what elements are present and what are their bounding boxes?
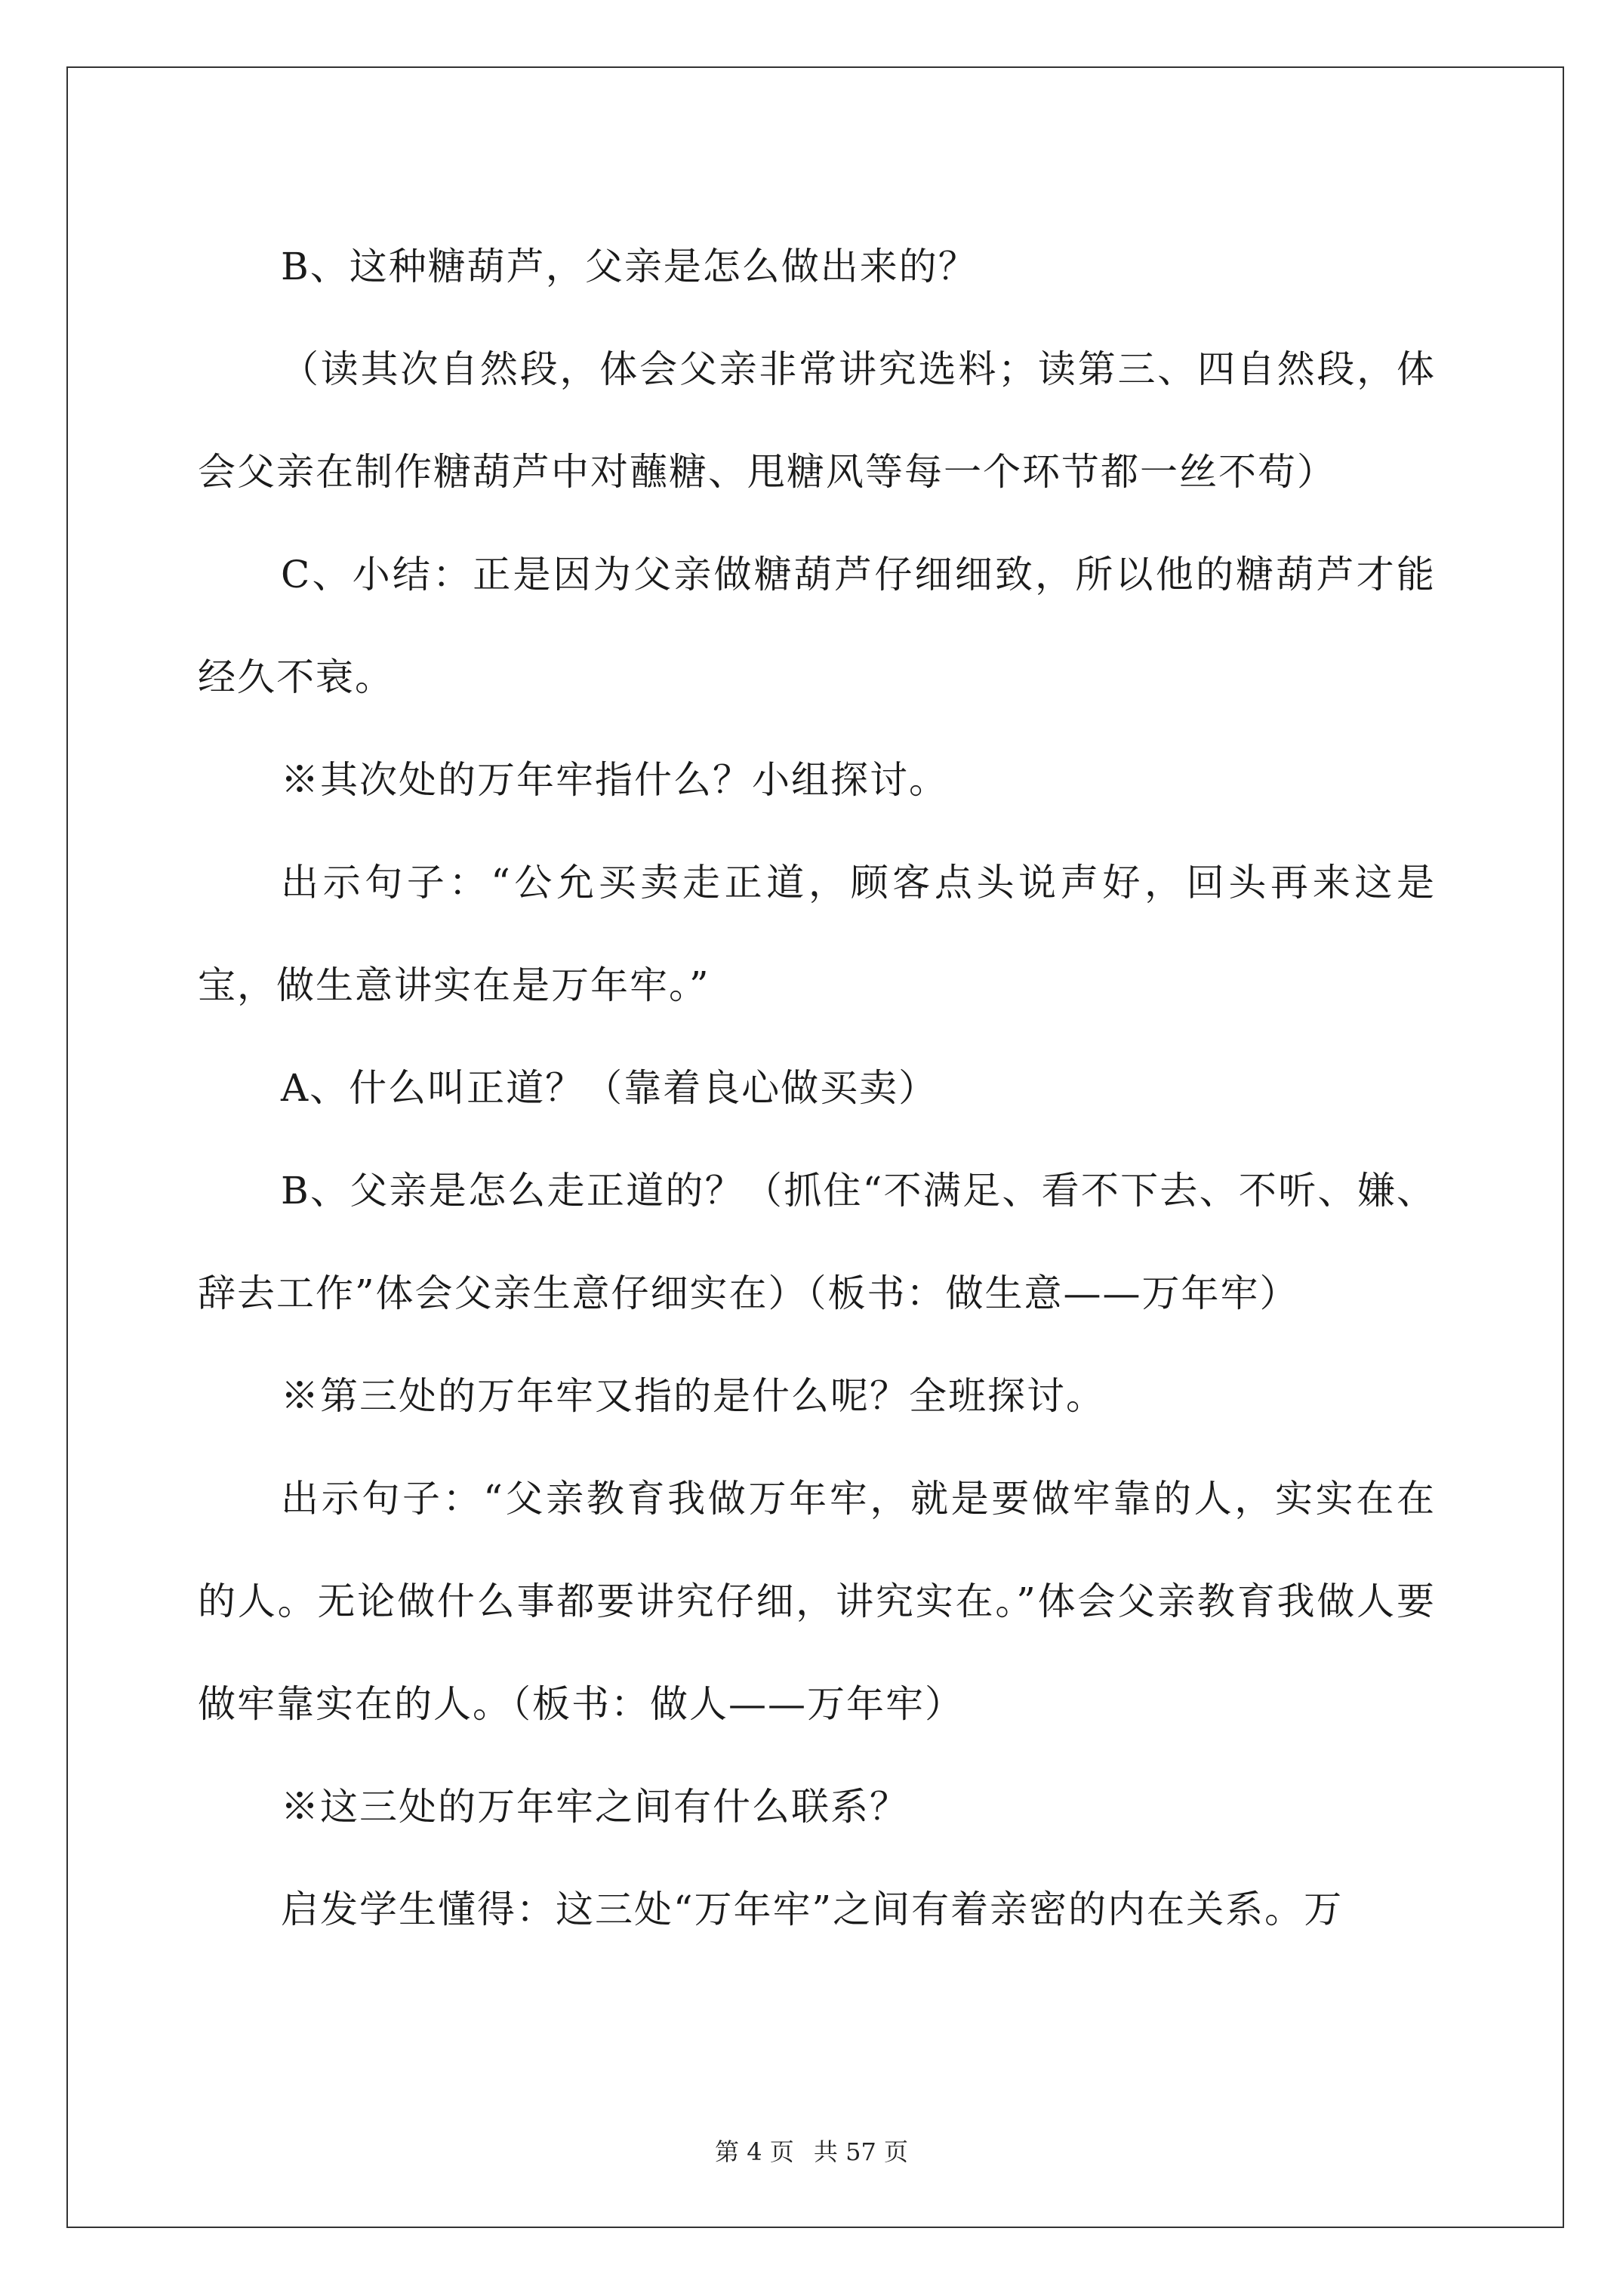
paragraph: 出示句子：“父亲教育我做万年牢，就是要做牢靠的人，实实在在的人。无论做什么事都要讲究仔细，讲究实在。”体会父亲教育我做人要做牢靠实在的人。（板书：做人——万年牢） [198,1477,1436,1726]
paragraph: A、什么叫正道？（靠着良心做买卖） [281,1066,938,1110]
paragraph: B、这种糖葫芦，父亲是怎么做出来的？ [281,245,978,288]
page-number: 第 4 页 [715,2137,794,2166]
paragraph: ※这三处的万年牢之间有什么联系？ [281,1785,909,1829]
paragraph: B、父亲是怎么走正道的？（抓住“不满足、看不下去、不听、嫌、辞去工作”体会父亲生意仔细实在）（板书：做生意——万年牢） [198,1169,1436,1315]
document-body [198,215,1436,1961]
paragraph: 启发学生懂得：这三处“万年牢”之间有着亲密的内在关系。万 [281,1888,1344,1931]
paragraph: ※其次处的万年牢指什么？小组探讨。 [281,758,948,802]
paragraph: 出示句子：“公允买卖走正道，顾客点头说声好，回头再来这是宝，做生意讲实在是万年牢。” [198,861,1436,1007]
paragraph: （读其次自然段，体会父亲非常讲究选料；读第三、四自然段，体会父亲在制作糖葫芦中对蘸糖、甩糖风等每一个环节都一丝不苟） [198,347,1436,494]
page-total: 共 57 页 [813,2137,908,2166]
paragraph: C、小结：正是因为父亲做糖葫芦仔细细致，所以他的糖葫芦才能经久不衰。 [198,553,1436,699]
page-footer [0,2133,1623,2168]
paragraph: ※第三处的万年牢又指的是什么呢？全班探讨。 [281,1374,1105,1418]
